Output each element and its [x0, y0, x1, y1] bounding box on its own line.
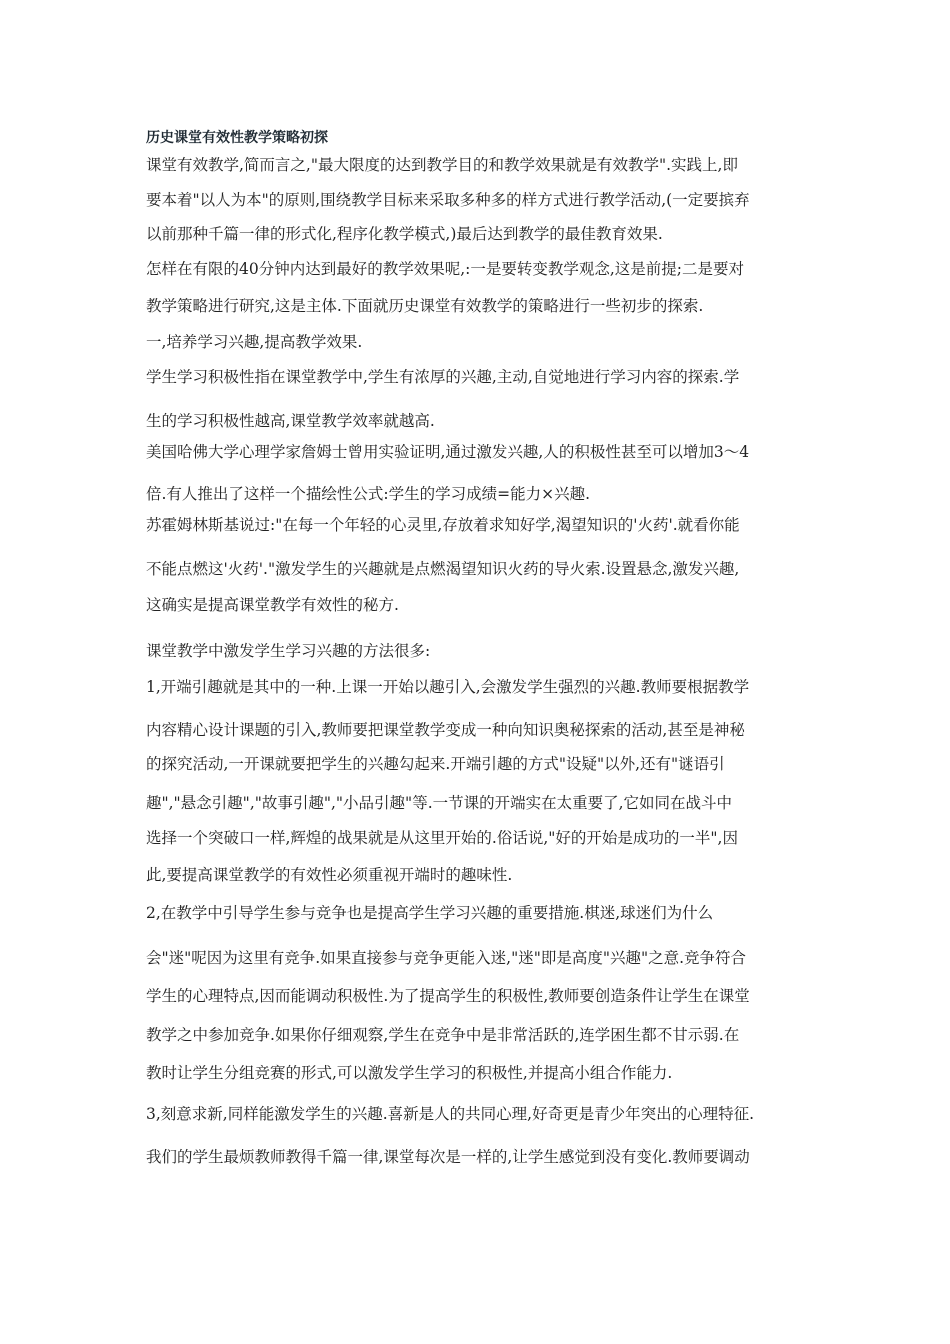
body-line: 内容精心设计课题的引入,教师要把课堂教学变成一种向知识奥秘探索的活动,甚至是神秘: [146, 721, 745, 739]
body-line: 美国哈佛大学心理学家詹姆士曾用实验证明,通过激发兴趣,人的积极性甚至可以增加3～4: [146, 443, 750, 461]
body-line: 以前那种千篇一律的形式化,程序化教学模式,)最后达到教学的最佳教育效果.: [146, 225, 663, 243]
body-line: 教学策略进行研究,这是主体.下面就历史课堂有效教学的策略进行一些初步的探索.: [146, 297, 704, 315]
body-line: 此,要提高课堂教学的有效性必须重视开端时的趣味性.: [146, 866, 513, 884]
body-line: 课堂教学中激发学生学习兴趣的方法很多:: [146, 642, 431, 660]
document-title: 历史课堂有效性教学策略初探: [146, 130, 328, 146]
body-line: 这确实是提高课堂教学有效性的秘方.: [146, 596, 399, 614]
body-line: 选择一个突破口一样,辉煌的战果就是从这里开始的.俗话说,"好的开始是成功的一半",因: [146, 829, 738, 847]
body-line: 学生学习积极性指在课堂教学中,学生有浓厚的兴趣,主动,自觉地进行学习内容的探索.学: [146, 368, 740, 386]
body-line: 我们的学生最烦教师教得千篇一律,课堂每次是一样的,让学生感觉到没有变化.教师要调动: [146, 1148, 750, 1166]
body-line: 教时让学生分组竞赛的形式,可以激发学生学习的积极性,并提高小组合作能力.: [146, 1064, 673, 1082]
body-line: 不能点燃这'火药'."激发学生的兴趣就是点燃渴望知识火药的导火索.设置悬念,激发兴趣,: [146, 560, 740, 578]
body-line: 生的学习积极性越高,课堂教学效率就越高.: [146, 412, 435, 430]
body-line: 课堂有效教学,简而言之,"最大限度的达到教学目的和教学效果就是有效教学".实践上,即: [146, 156, 738, 174]
body-line: 教学之中参加竞争.如果你仔细观察,学生在竞争中是非常活跃的,连学困生都不甘示弱.在: [146, 1026, 740, 1044]
body-line: 1,开端引趣就是其中的一种.上课一开始以趣引入,会激发学生强烈的兴趣.教师要根据教学: [146, 678, 750, 696]
body-line: 学生的心理特点,因而能调动积极性.为了提高学生的积极性,教师要创造条件让学生在课堂: [146, 987, 750, 1005]
body-line: 苏霍姆林斯基说过:"在每一个年轻的心灵里,存放着求知好学,渴望知识的'火药'.就看你能: [146, 516, 740, 534]
body-line: 要本着"以人为本"的原则,围绕教学目标来采取多种多的样方式进行教学活动,(一定要摈弃: [146, 191, 750, 209]
body-line: 3,刻意求新,同样能激发学生的兴趣.喜新是人的共同心理,好奇更是青少年突出的心理特征.: [146, 1105, 754, 1123]
body-line: 会"迷"呢因为这里有竞争.如果直接参与竞争更能入迷,"迷"即是高度"兴趣"之意.竞争符合: [146, 949, 747, 967]
body-line: 趣","悬念引趣","故事引趣","小品引趣"等.一节课的开端实在太重要了,它如同在战斗中: [146, 794, 733, 812]
body-line: 一,培养学习兴趣,提高教学效果.: [146, 333, 363, 351]
body-line: 2,在教学中引导学生参与竞争也是提高学生学习兴趣的重要措施.棋迷,球迷们为什么: [146, 904, 714, 922]
body-line: 怎样在有限的40分钟内达到最好的教学效果呢,:一是要转变教学观念,这是前提;二是要对: [146, 260, 745, 278]
body-line: 的探究活动,一开课就要把学生的兴趣勾起来.开端引趣的方式"设疑"以外,还有"谜语引: [146, 755, 725, 773]
body-line: 倍.有人推出了这样一个描绘性公式:学生的学习成绩=能力×兴趣.: [146, 485, 591, 503]
